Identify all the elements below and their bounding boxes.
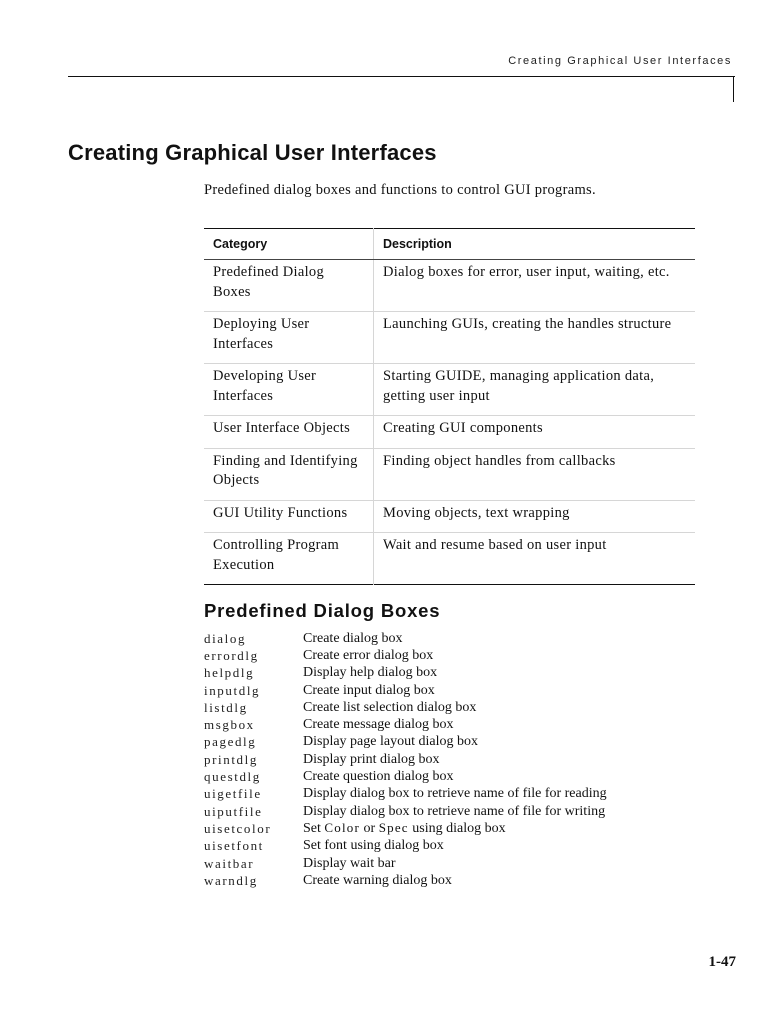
table-row (204, 364, 695, 416)
function-description: Display help dialog box (303, 665, 438, 681)
category-table (204, 228, 695, 585)
code-term: Spec (378, 820, 409, 836)
list-item (204, 682, 684, 699)
function-name: errordlg (204, 647, 259, 663)
page-number: 1-47 (708, 954, 736, 970)
description-cell: Launching GUIs, creating the handles structure (374, 312, 696, 364)
function-name: inputdlg (204, 682, 261, 698)
list-item (204, 751, 684, 768)
function-list (204, 630, 684, 889)
function-name: uigetfile (204, 786, 262, 802)
function-description: Create error dialog box (303, 647, 434, 663)
function-description: Display dialog box to retrieve name of file for writing (303, 803, 606, 819)
category-cell: Deploying User Interfaces (204, 312, 374, 364)
category-cell: Controlling Program Execution (204, 533, 374, 585)
function-name: helpdlg (204, 665, 255, 681)
description-cell: Finding object handles from callbacks (374, 448, 696, 500)
function-description: Set font using dialog box (303, 838, 444, 854)
description-cell: Moving objects, text wrapping (374, 500, 696, 533)
description-text: using dialog box (408, 821, 506, 837)
column-header-category: Category (204, 229, 374, 260)
category-cell: Developing User Interfaces (204, 364, 374, 416)
running-header: Creating Graphical User Interfaces (508, 55, 732, 67)
function-description: Create question dialog box (303, 769, 454, 785)
list-item (204, 630, 684, 647)
column-header-description: Description (374, 229, 696, 260)
table-row (204, 500, 695, 533)
category-cell: Predefined Dialog Boxes (204, 260, 374, 312)
intro-text: Predefined dialog boxes and functions to control GUI programs. (204, 182, 596, 198)
list-item (204, 734, 684, 751)
header-rule (68, 76, 735, 77)
description-cell: Creating GUI components (374, 416, 696, 449)
category-cell: Finding and Identifying Objects (204, 448, 374, 500)
header-corner-tick (733, 76, 734, 102)
section-title: Predefined Dialog Boxes (204, 600, 441, 621)
list-item (204, 820, 684, 837)
table-row (204, 260, 695, 312)
table-row (204, 533, 695, 585)
description-text: or (360, 821, 379, 837)
function-description: Display page layout dialog box (303, 734, 478, 750)
description-cell: Wait and resume based on user input (383, 537, 607, 553)
function-description: Create warning dialog box (303, 872, 452, 888)
function-name: pagedlg (204, 734, 257, 750)
table-row (204, 312, 695, 364)
list-item (204, 786, 684, 803)
function-name: waitbar (204, 855, 255, 871)
description-text: Set (303, 821, 325, 837)
function-name: printdlg (204, 751, 258, 767)
list-item (204, 803, 684, 820)
function-name: uiputfile (204, 803, 263, 819)
list-item (204, 716, 684, 733)
function-description: Create input dialog box (303, 682, 435, 698)
category-cell: GUI Utility Functions (204, 500, 374, 533)
function-name: msgbox (204, 717, 255, 733)
function-description: Create dialog box (303, 630, 403, 646)
table-header-row (204, 229, 695, 260)
list-item (204, 872, 684, 889)
function-name: uisetcolor (204, 820, 272, 836)
code-term: Color (324, 820, 361, 836)
description-cell: Starting GUIDE, managing application data, getting user input (374, 364, 696, 416)
list-item (204, 855, 684, 872)
function-name: questdlg (204, 769, 261, 785)
list-item (204, 699, 684, 716)
list-item (204, 838, 684, 855)
function-description: Display dialog box to retrieve name of file for reading (303, 786, 607, 802)
list-item (204, 768, 684, 785)
table-row (204, 416, 695, 449)
function-name: dialog (204, 630, 247, 646)
function-name: listdlg (204, 699, 248, 715)
function-description: Create message dialog box (303, 717, 454, 733)
function-description (303, 820, 506, 837)
page-title: Creating Graphical User Interfaces (68, 140, 437, 165)
table-row (204, 448, 695, 500)
function-name: warndlg (204, 872, 258, 888)
function-description: Display print dialog box (303, 751, 440, 767)
function-description: Create list selection dialog box (303, 699, 477, 715)
function-name: uisetfont (204, 838, 264, 854)
function-description: Display wait bar (303, 855, 396, 871)
list-item (204, 647, 684, 664)
category-cell: User Interface Objects (204, 416, 374, 449)
description-cell: Dialog boxes for error, user input, waiting, etc. (374, 260, 696, 312)
list-item (204, 665, 684, 682)
